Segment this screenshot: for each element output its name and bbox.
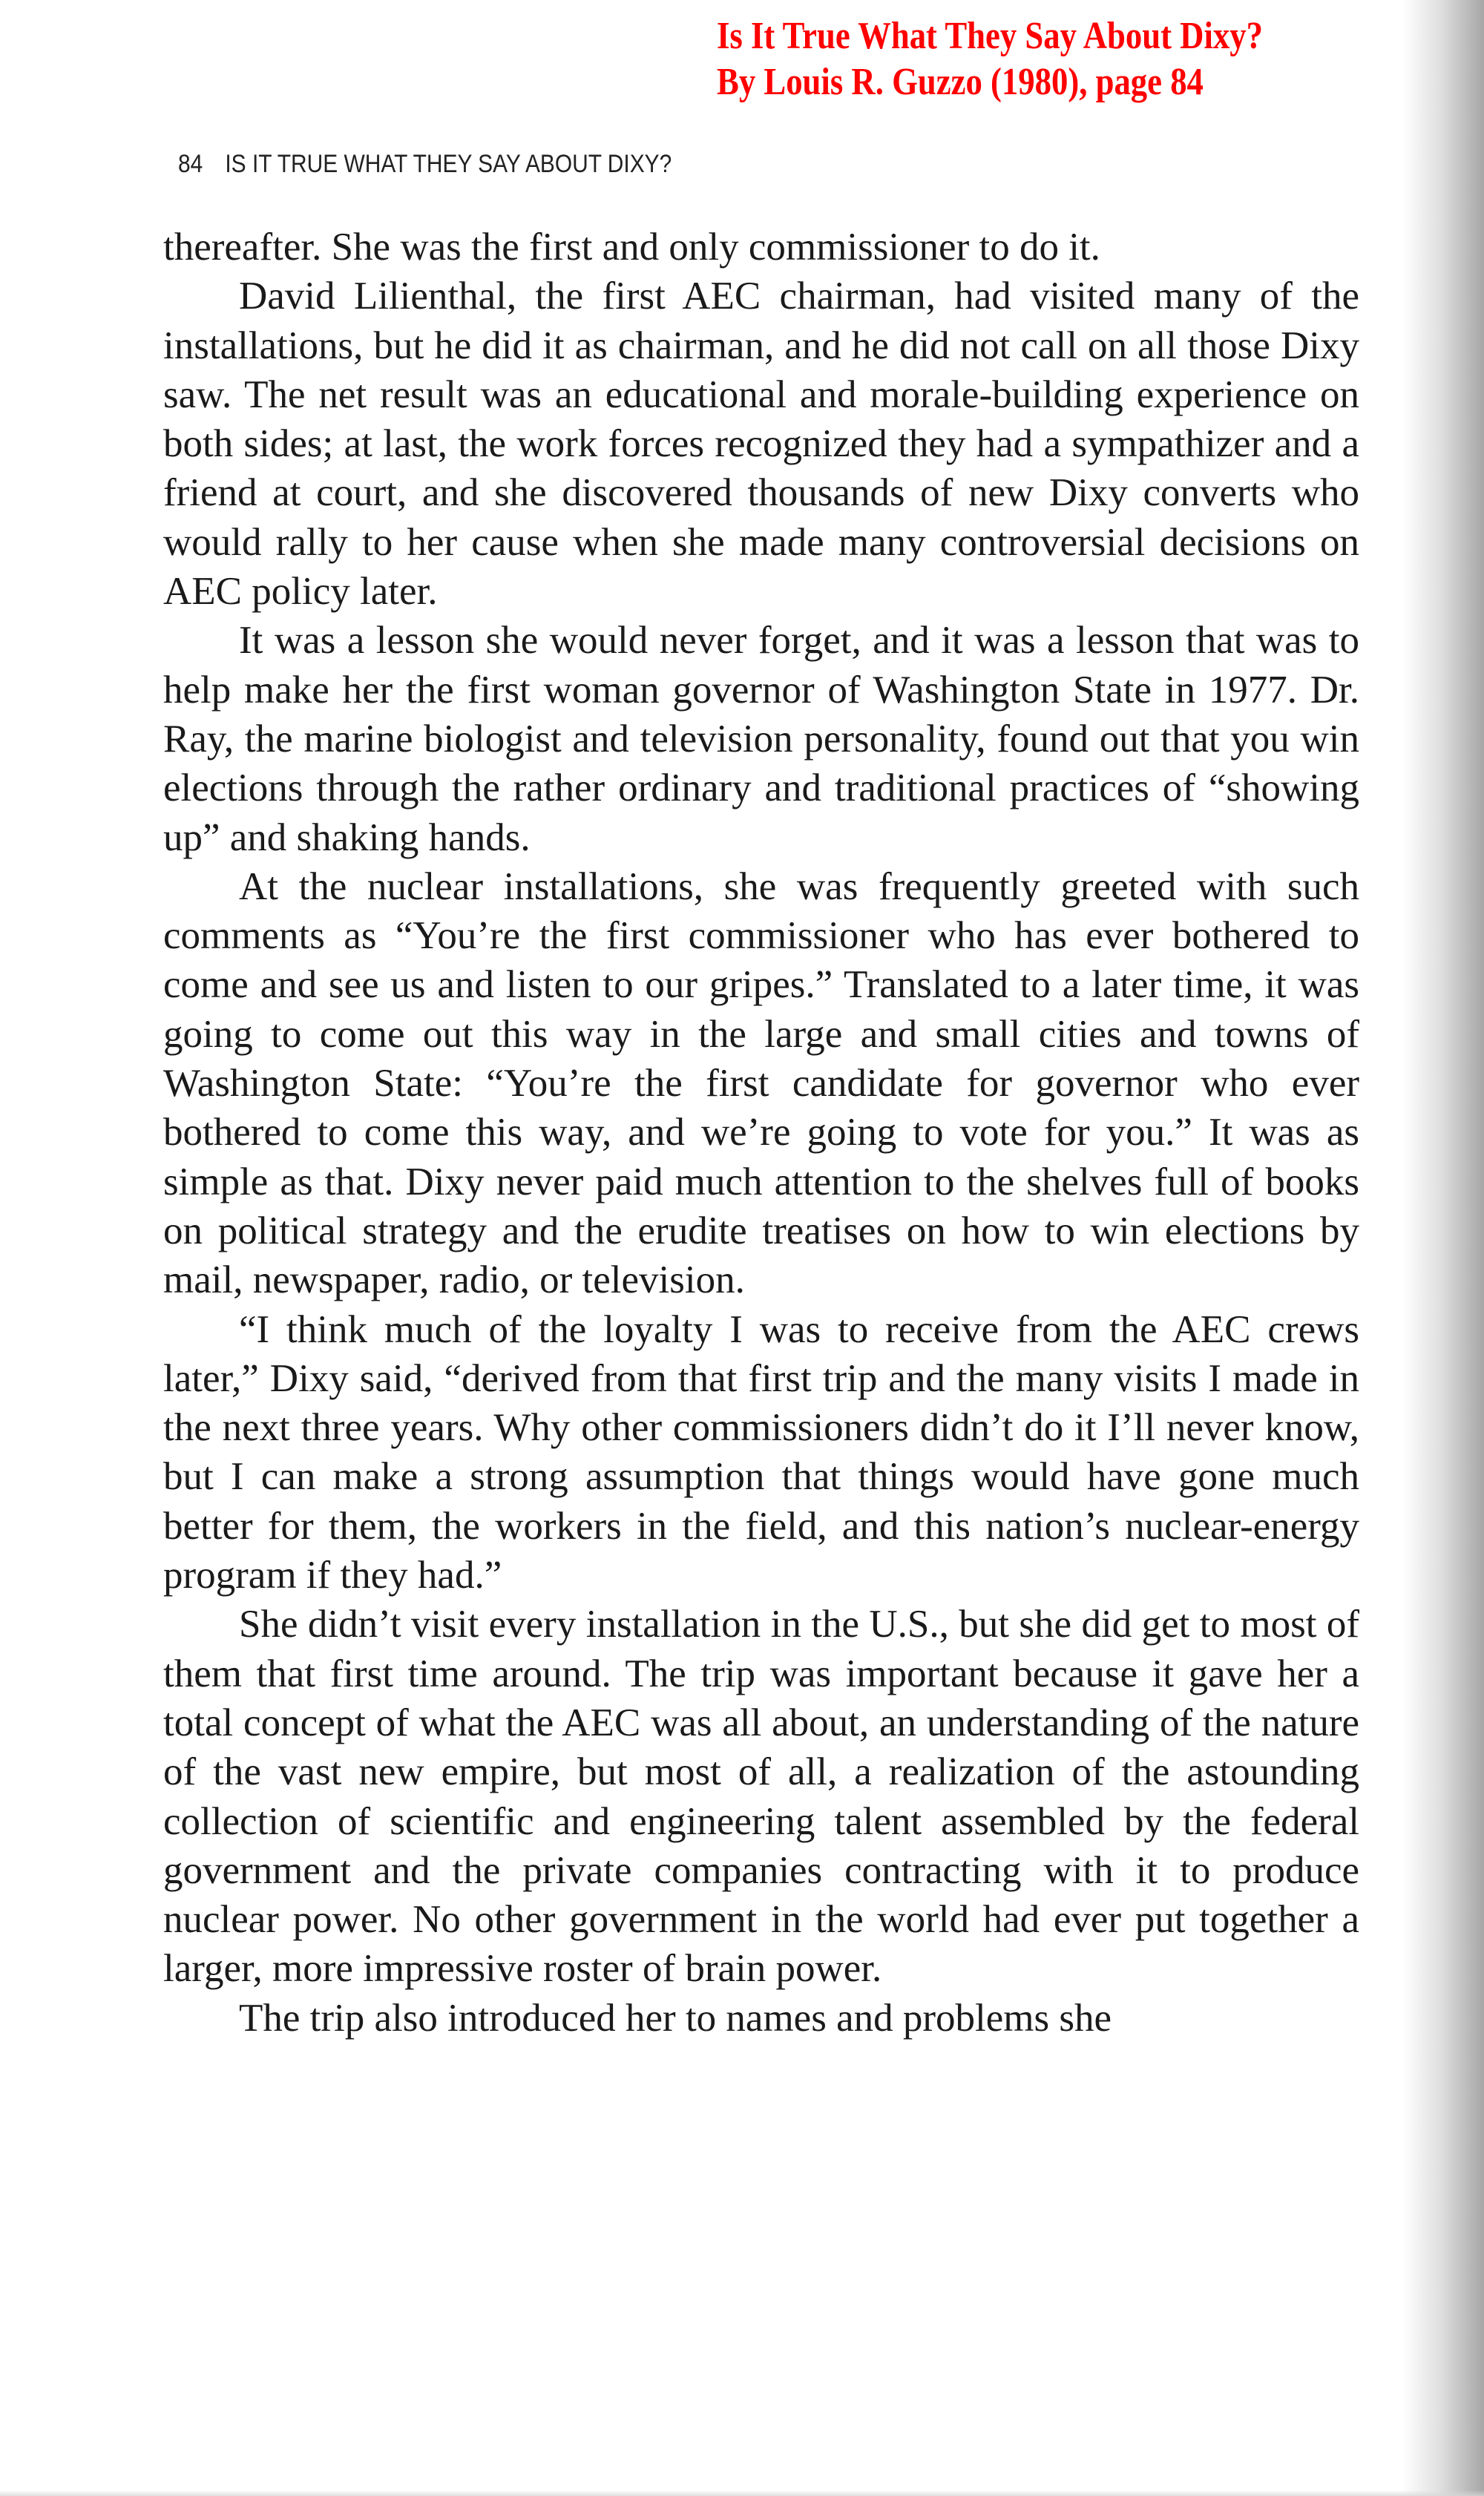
paragraph: “I think much of the loyalty I was to receive from the AEC crews later,” Dixy said, “derived from that first trip and the many visits I made in the next three years. Why other commissioners didn’t do it I’ll never know, but I can make a strong assumption that things would have gone much better for them, the workers in the field, and this nation’s nuclear-energy program if they had.” [163,1307,1359,1597]
paragraph: thereafter. She was the first and only commissioner to do it. [163,226,1100,269]
running-header [178,150,672,179]
annotation-citation: By Louis R. Guzzo (1980), page 84 [717,61,1204,103]
paragraph: David Lilienthal, the first AEC chairman, had visited many of the installations, but he did it as chairman, and he did not call on all those Dixy saw. The net result was an educational and morale-building experience on both sides; at last, the work forces recognized they had a sympathizer and a friend at court, and she discovered thousands of new Dixy converts who would rally to her cause when she made many controversial decisions on AEC policy later. [163,275,1359,614]
page-number: 84 [178,150,203,178]
body-text [163,223,1359,2043]
running-title: IS IT TRUE WHAT THEY SAY ABOUT DIXY? [225,150,672,178]
paragraph: At the nuclear installations, she was frequently greeted with such comments as “You’re the first commissioner who has ever bothered to come and see us and listen to our gripes.” Translated to a later time, it was going to come out this way in the large and small cities and towns of Washington State: “You’re the first candidate for governor who ever bothered to come this way, and we’re going to vote for you.” It was as simple as that. Dixy never paid much attention to the shelves full of books on political strategy and the erudite treatises on how to win elections by mail, newspaper, radio, or television. [163,864,1359,1302]
source-annotation [717,13,1263,105]
paragraph: She didn’t visit every installation in the U.S., but she did get to most of them that first time around. The trip was important because it gave her a total concept of what the AEC was all about, an understanding of the nature of the vast new empire, but most of all, a realization of the astounding collection of scientific and engineering talent assembled by the federal government and the private companies contracting with it to produce nuclear power. No other government in the world had ever put together a larger, more impressive roster of brain power. [163,1603,1359,1991]
page-bottom-edge [0,2490,1484,2496]
paragraph: It was a lesson she would never forget, and it was a lesson that was to help make her the first woman governor of Washington State in 1977. Dr. Ray, the marine biologist and television personality, found out that you win elections through the rather ordinary and traditional practices of “showing up” and shaking hands. [163,619,1359,859]
page-gutter-shadow [1402,0,1484,2496]
annotation-title: Is It True What They Say About Dixy? [717,15,1263,57]
paragraph: The trip also introduced her to names and problems she [239,1996,1112,2040]
